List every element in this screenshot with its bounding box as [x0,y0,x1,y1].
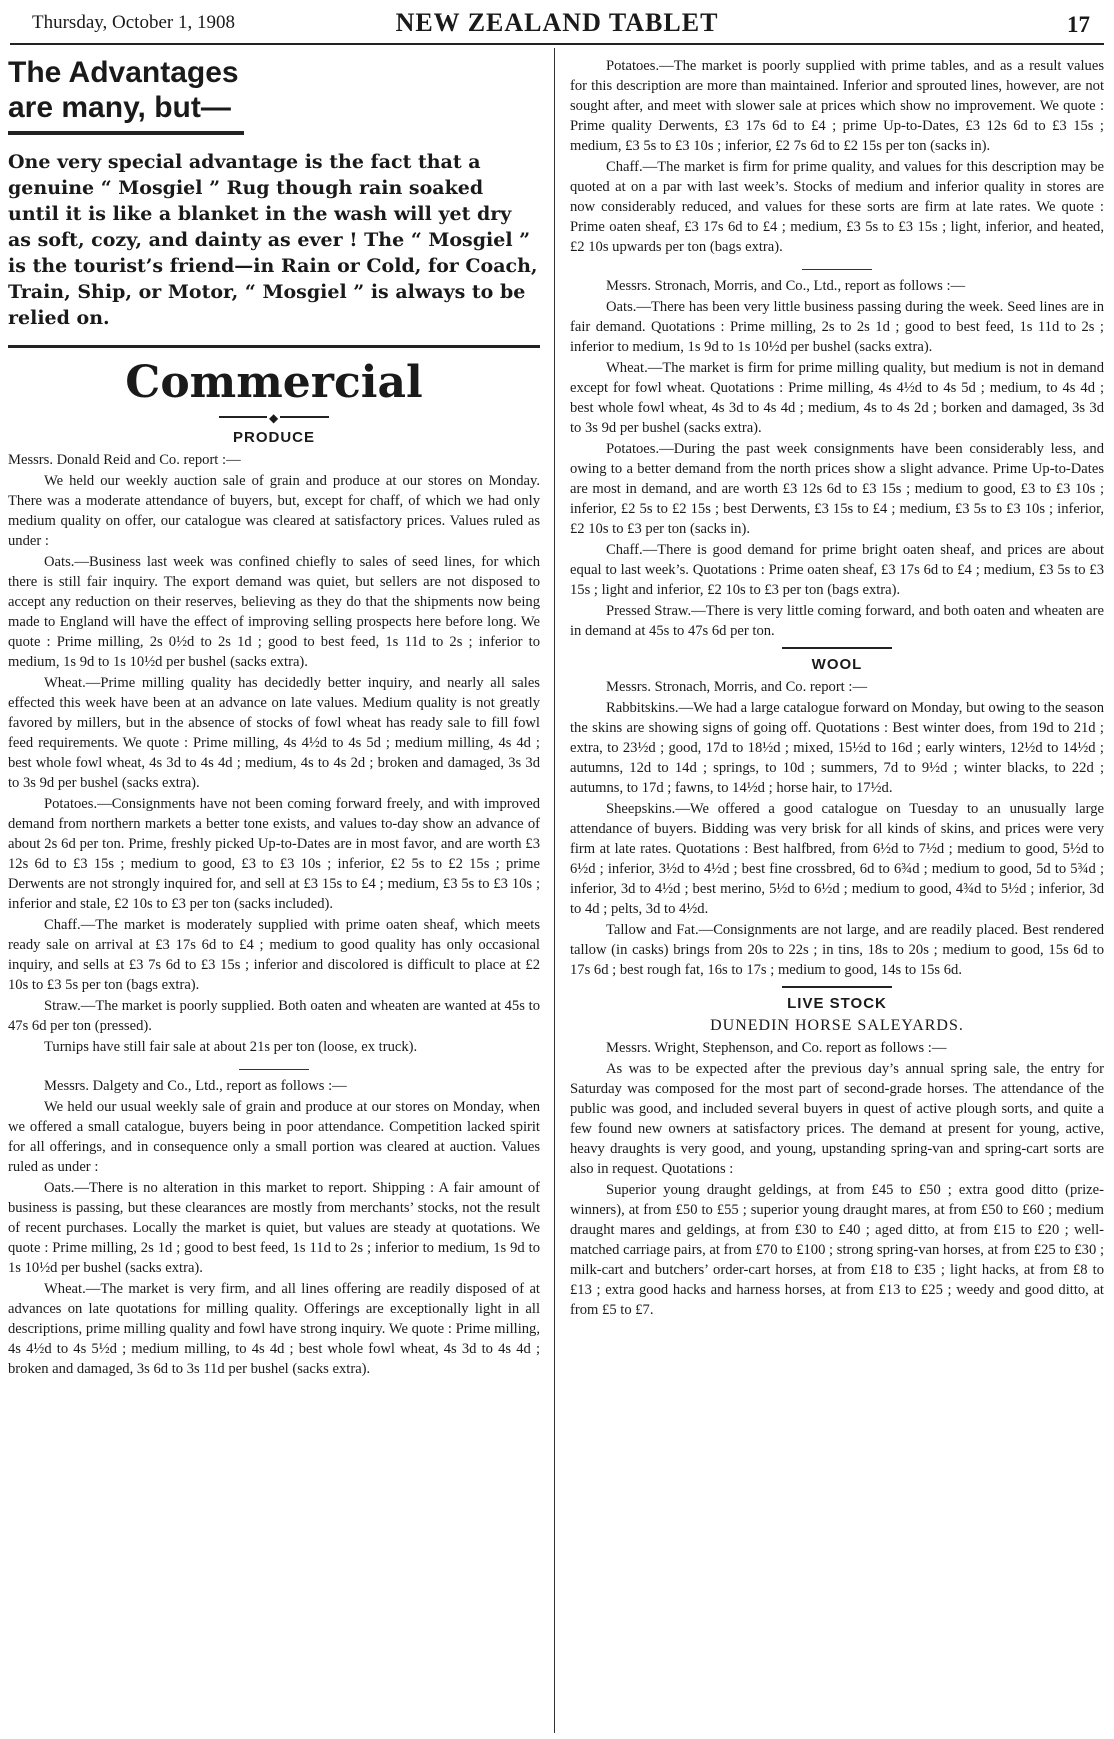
separator-rule [782,986,892,988]
right-column [570,56,1104,1321]
reid-paragraph: We held our weekly auction sale of grain and produce at our stores on Monday. There was a moderate attendance of buyers, but, except for chaff, of which we had only medium quality on offer, our catalogue was cleared at satisfactory prices. Values ruled as under : [8,473,540,549]
section-rule [8,345,540,348]
dalgety-chaff: Chaff.—The market is firm for prime quality, and values for this description may be quoted at on a par with last week’s. Stocks of medium and inferior quality in stores are now considerably reduced, and values for these sorts are firm at late rates. We quote : Prime oaten sheaf, £3 17s 6d to £4 ; medium, £3 5s to £3 15s ; light, inferior, and heated, £2 10s upwards per ton (bags extra). [570,159,1104,255]
dalgety-wheat: Wheat.—The market is very firm, and all lines offering are readily disposed of at advances on late quotations for milling quality. Offerings are exceptionally light in all descriptions, prime milling quality and fowl have strong inquiry. We quote : Prime milling, 4s 4½d to 4s 5½d ; medium milling, to 4s 4d ; best whole fowl wheat, 4s 3d to 4s 4d ; broken and damaged, 3s 6d to 3s 11d per bushel (sacks extra). [8,1281,540,1377]
livestock-paragraph: As was to be expected after the previous day’s annual spring sale, the entry for Saturday was composed for the most part of second-grade horses. The attendance of the public was good, and included several buyers in quest of active plough sorts, and quite a few found new owners at satisfactory prices. The demand at present for young, active, heavy draughts is very good, and young, upstanding spring-van and spring-cart sorts are also in request. Quotations : [570,1061,1104,1177]
page-number: 17 [1067,12,1090,37]
wool-intro: Messrs. Stronach, Morris, and Co. report :— [606,679,868,695]
left-column [8,56,540,1380]
saleyards-subheading: DUNEDIN HORSE SALEYARDS. [710,1017,964,1034]
wool-heading: WOOL [811,656,863,673]
reid-intro: Messrs. Donald Reid and Co. report :— [8,452,241,468]
wool-sheepskins: Sheepskins.—We offered a good catalogue on Tuesday to an unusually large attendance of buyers. Bidding was very brisk for all kinds of skins, and prices were very firm at late rates. Quotations : Best halfbred, from 6½d to 7½d ; medium to good, 5½d to 6½d ; inferior, 3½d to 4½d ; best fine crossbred, 6d to 6¾d ; medium to good, 5d to 5¾d ; inferior, 3d to 4½d ; best merino, 5½d to 6½d ; medium to good, 4¾d to 5½d ; inferior, 3d to 4d ; pelts, 3d to 4½d. [570,801,1104,917]
dalgety-intro: Messrs. Dalgety and Co., Ltd., report as follows :— [44,1078,347,1094]
livestock-intro: Messrs. Wright, Stephenson, and Co. report as follows :— [606,1040,947,1056]
separator-rule [802,269,872,270]
stronach-intro: Messrs. Stronach, Morris, and Co., Ltd., report as follows :— [606,278,966,294]
reid-straw: Straw.—The market is poorly supplied. Both oaten and wheaten are wanted at 45s to 47s 6d per ton (pressed). [8,998,540,1034]
dalgety-oats: Oats.—There is no alteration in this market to report. Shipping : A fair amount of business is passing, but these clearances are mostly from merchants’ stocks, not the result of recent purchases. Locally the market is quiet, but values are steady at quotations. We quote : Prime milling, 2s 1d ; good to best feed, 1s 11d to 2s ; inferior to medium, 1s 9d to 1s 10½d per bushel (sacks extra). [8,1180,540,1276]
separator-rule [782,647,892,649]
stronach-chaff: Chaff.—There is good demand for prime bright oaten sheaf, and prices are about equal to last week’s. Quotations : Prime oaten sheaf, £3 17s 6d to £4 ; medium, £3 5s to £3 15s ; light and inferior, £2 10s to £3 per ton (bags extra). [570,542,1104,598]
masthead: NEW ZEALAND TABLET [395,8,719,37]
issue-date: Thursday, October 1, 1908 [32,12,235,33]
ad-title-line1: The Advantages [8,56,239,89]
reid-turnips: Turnips have still fair sale at about 21s per ton (loose, ex truck). [44,1039,418,1055]
stronach-wheat: Wheat.—The market is firm for prime milling quality, but medium is not in demand except for fowl wheat. Quotations : Prime milling, 4s 4½d to 4s 5d ; medium, to 4s 4d ; best whole fowl wheat, 4s 3d to 4s 4d ; medium, 4s to 4s 2d ; borken and damaged, 3s 3d to 3s 9d per bushel (sacks extra). [570,360,1104,436]
separator-rule [239,1069,309,1070]
reid-wheat: Wheat.—Prime milling quality has decidedly better inquiry, and nearly all sales effected this week have been at an advance on late values. Medium quality is not greatly favored by millers, but in the absence of stocks of fowl wheat has ready sale to fill fowl feed requirements. We quote : Prime milling, 4s 4½d to 4s 5d ; medium milling, 4s 4d ; best whole fowl wheat, 4s 3d to 4s 4d ; medium, 4s to 4s 2d ; broken and damaged, 3s 3d to 3s 9d per bushel (sacks extra). [8,675,540,791]
mosgiel-advertisement [8,56,540,331]
ornament-rule [219,416,329,418]
commercial-heading: Commercial [125,357,423,408]
wool-rabbitskins: Rabbitskins.—We had a large catalogue forward on Monday, but owing to the season the skins are showing signs of going off. Quotations : Best winter does, from 19d to 21d ; extra, to 23½d ; good, 17d to 18½d ; mixed, 15½d to 16d ; early winters, 12½d to 14½d ; autumns, 12d to 14d ; springs, to 10d ; summers, 7d to 9½d ; winter blacks, to 22d ; autumns, to 17d ; fawns, to 14½d ; horse hair, to 17½d. [570,700,1104,796]
ad-title-line2: are many, but— [8,91,231,124]
stronach-oats: Oats.—There has been very little business passing during the week. Seed lines are in fair demand. Quotations : Prime milling, 2s to 2s 1d ; good to best feed, 1s 11d to 2s ; inferior to medium, 1s 9d to 1s 10½d per bushel (sacks extra). [570,299,1104,355]
stronach-potatoes: Potatoes.—During the past week consignments have been considerably less, and owing to a better demand from the north prices show a slight advance. Prime Up-to-Dates are most in demand, and are worth £3 12s 6d to £3 15s ; medium to good, £3 to £3 10s ; inferior, £2 5s to £2 15s ; best Derwents, £3 15s to £4 ; medium, £3 5s to £3 10s ; inferior, £2 10s to £3 per ton (sacks in). [570,441,1104,537]
wool-tallow: Tallow and Fat.—Consignments are not large, and are readily placed. Best rendered tallow (in casks) brings from 20s to 22s ; in tins, 18s to 20s ; medium to good, 15s 6d to 17s 6d ; best rough fat, 16s to 17s ; medium to good, 14s to 15s 6d. [570,922,1104,978]
produce-heading: PRODUCE [232,429,315,446]
reid-chaff: Chaff.—The market is moderately supplied with prime oaten sheaf, which meets ready sale on arrival at £3 17s 6d to £4 ; medium to good quality has only occasional inquiry, and sells at £3 7s 6d to £3 15s ; inferior and discolored is difficult to place at £2 10s to £3 5s per ton (bags extra). [8,917,540,993]
ad-body: One very special advantage is the fact that a genuine “ Mosgiel ” Rug though rain soaked until it is like a blanket in the wash will yet dry as soft, cozy, and dainty as ever ! The “ Mosgiel ” is the tourist’s friend—in Rain or Cold, for Coach, Train, Ship, or Motor, “ Mosgiel ” is always to be relied on. [8,151,538,329]
dalgety-paragraph: We held our usual weekly sale of grain and produce at our stores on Monday, when we offered a small catalogue, buyers being in poor attendance. Competition lacked spirit for all offerings, and in consequence only a small portion was cleared at auction. Values ruled as under : [8,1099,540,1175]
reid-oats: Oats.—Business last week was confined chiefly to sales of seed lines, for which there is still fair inquiry. The export demand was quiet, but sellers are not disposed to accept any reduction on their reserves, believing as they do that the shipments now being made to England will have the effect of improving selling prospects here before long. We quote : Prime milling, 2s 0½d to 2s 1d ; good to best feed, 1s 11d to 2s ; inferior to medium, 1s 9d to 1s 10½d per bushel (sacks extra). [8,554,540,670]
livestock-heading: LIVE STOCK [787,995,887,1012]
livestock-quotations: Superior young draught geldings, at from £45 to £50 ; extra good ditto (prize-winners), at from £50 to £55 ; superior young draught mares, at from £50 to £60 ; medium draught mares and geldings, at from £30 to £40 ; aged ditto, at from £15 to £20 ; well-matched carriage pairs, at from £70 to £100 ; strong spring-van horses, at from £25 to £30 ; milk-cart and butchers’ order-cart horses, at from £18 to £35 ; light hacks, at from £8 to £13 ; extra good hacks and harness horses, at from £13 to £25 ; weedy and good ditto, at from £5 to £7. [570,1182,1104,1318]
ad-title-rule [8,131,244,135]
header-rule [10,43,1104,45]
column-divider [554,48,555,1733]
stronach-straw: Pressed Straw.—There is very little coming forward, and both oaten and wheaten are in demand at 45s to 47s 6d per ton. [570,603,1104,639]
reid-potatoes: Potatoes.—Consignments have not been coming forward freely, and with improved demand from northern markets a better tone exists, and values to-day show an advance of about 2s 6d per ton. Prime, freshly picked Up-to-Dates are in most favor, and are worth £3 12s 6d to £3 15s ; medium to good, £3 to £3 10s ; inferior, £2 5s to £2 15s ; prime Derwents are not strongly inquired for, and sell at £3 15s to £4 ; medium, £3 5s to £3 10s ; inferior and stale, £2 10s to £3 per ton (sacks included). [8,796,540,912]
dalgety-potatoes: Potatoes.—The market is poorly supplied with prime tables, and as a result values for this description are more than maintained. Inferior and sprouted lines, however, are not sought after, and meet with slower sale at prices which show no improvement. We quote : Prime quality Derwents, £3 17s 6d to £4 ; prime Up-to-Dates, £3 12s 6d to £3 15s ; medium, £3 5s to £3 10s ; inferior, £2 7s 6d to £2 15s per ton (sacks in). [570,58,1104,154]
